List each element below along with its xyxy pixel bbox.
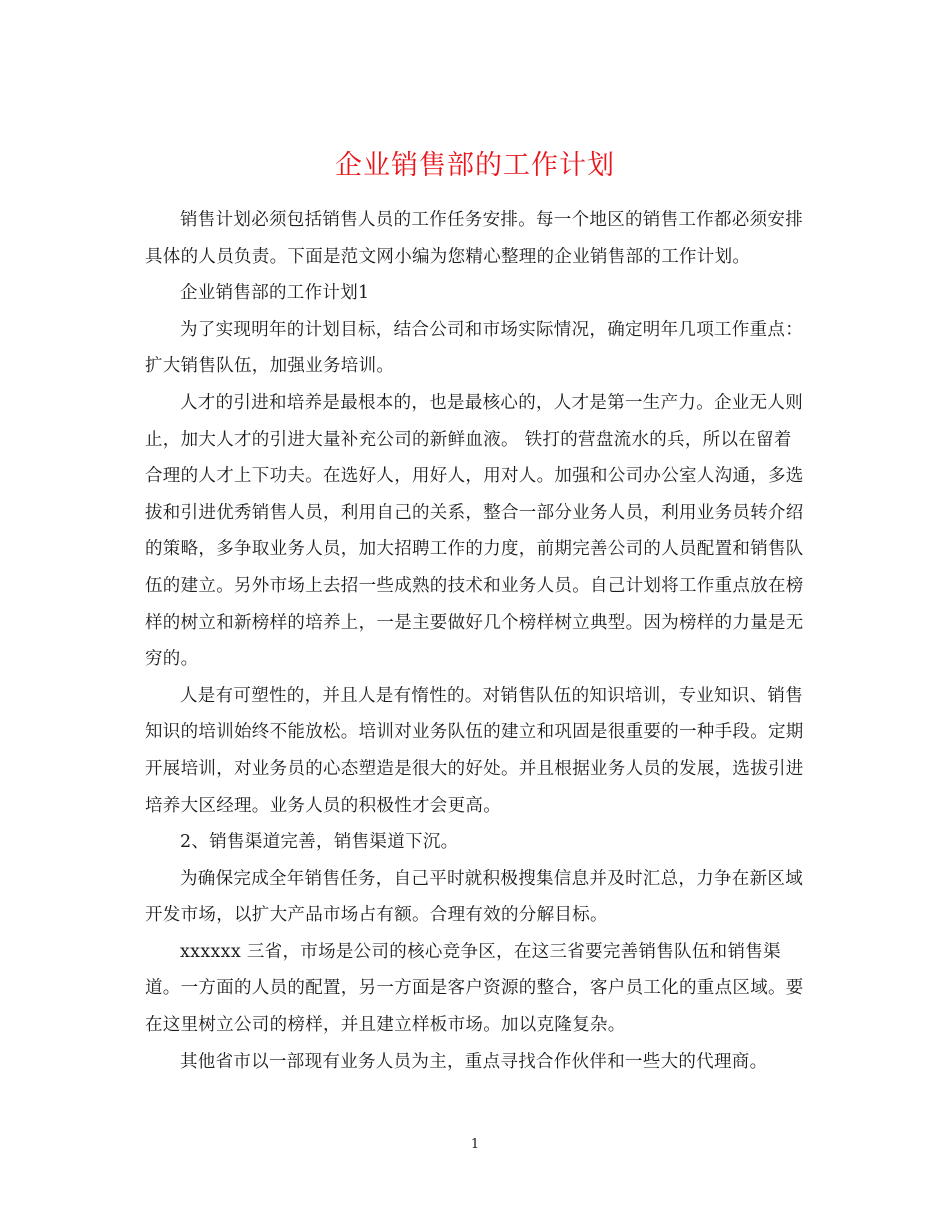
document-title: 企业销售部的工作计划 xyxy=(335,150,615,182)
body-paragraph: 其他省市以一部现有业务人员为主，重点寻找合作伙伴和一些大的代理商。 xyxy=(180,1051,768,1072)
section-heading: 企业销售部的工作计划1 xyxy=(180,283,370,304)
body-paragraph: xxxxxx 三省，市场是公司的核心竞争区，在这三省要完善销售队伍和销售渠道。一方面的人员的配置，另一方面是客户资源的整合，客户员工化的重点区域。要在这里树立公司的榜样，并且建立样板市场。加以克隆复杂。 xyxy=(145,941,804,1036)
document-body xyxy=(145,202,807,1080)
body-paragraph: 为了实现明年的计划目标，结合公司和市场实际情况，确定明年几项工作重点：扩大销售队伍，加强业务培训。 xyxy=(145,319,803,377)
body-paragraph: 为确保完成全年销售任务，自己平时就积极搜集信息并及时汇总，力争在新区域开发市场，以扩大产品市场占有额。合理有效的分解目标。 xyxy=(145,868,803,926)
body-paragraph: 人是有可塑性的，并且人是有惰性的。对销售队伍的知识培训，专业知识、销售知识的培训始终不能放松。培训对业务队伍的建立和巩固是很重要的一种手段。定期开展培训，对业务员的心态塑造是很大的好处。并且根据业务人员的发展，选拔引进培养大区经理。业务人员的积极性才会更高。 xyxy=(145,685,804,816)
subsection-heading: 2、销售渠道完善，销售渠道下沉。 xyxy=(180,832,459,853)
intro-paragraph: 销售计划必须包括销售人员的工作任务安排。每一个地区的销售工作都必须安排具体的人员负责。下面是范文网小编为您精心整理的企业销售部的工作计划。 xyxy=(145,210,803,267)
body-paragraph: 人才的引进和培养是最根本的，也是最核心的，人才是第一生产力。企业无人则止，加大人才的引进大量补充公司的新鲜血液。 铁打的营盘流水的兵，所以在留着合理的人才上下功夫。在选好人，用好人，用对人。加强和公司办公室人沟通，多选拔和引进优秀销售人员，利用自己的关系，整合一部分业务人员，利用业务员转介绍的策略，多争取业务人员，加大招聘工作的力度，前期完善公司的人员配置和销售队伍的建立。另外市场上去招一些成熟的技术和业务人员。自己计划将工作重点放在榜样的树立和新榜样的培养上，一是主要做好几个榜样树立典型。因为榜样的力量是无穷的。 xyxy=(145,392,804,670)
page-number: 1 xyxy=(470,1137,480,1152)
